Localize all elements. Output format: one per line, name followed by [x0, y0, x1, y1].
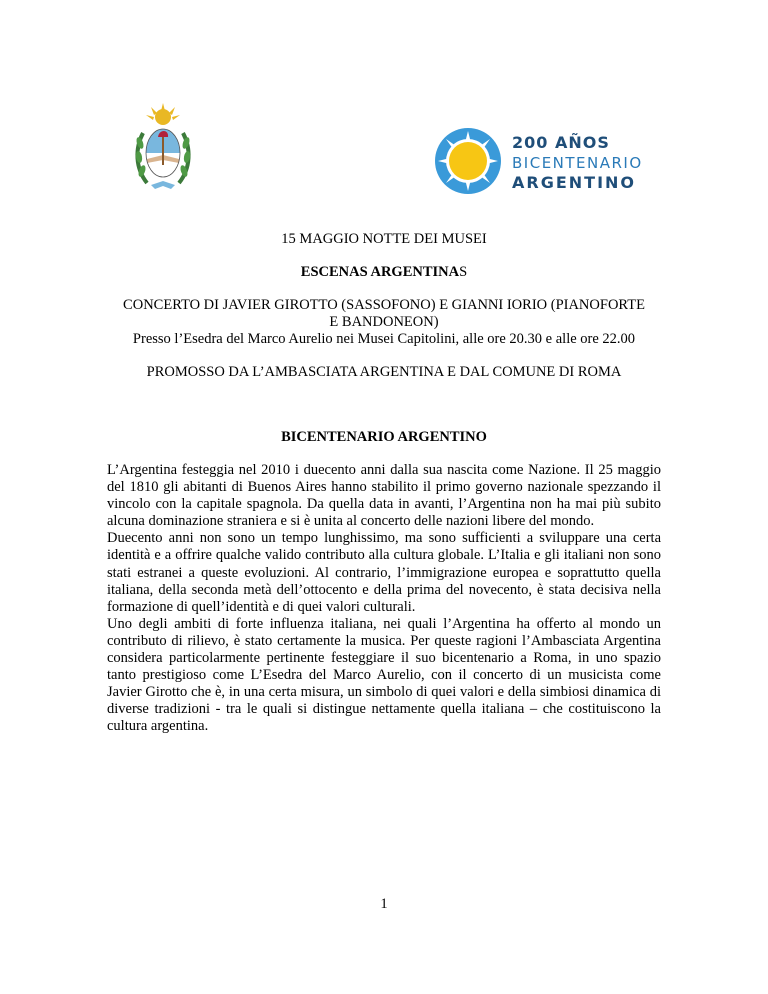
concert-line-2: E BANDONEON) [329, 314, 439, 330]
bicentenario-logo-text [512, 133, 643, 193]
paragraph: Uno degli ambiti di forte influenza italiana, nei quali l’Argentina ha offerto al mondo un contributo di rilievo, è stato certamente la musica. Per queste ragioni l’Ambasciata Argentina considera particolarmente pertinente festeggiare il suo bicentenario a Roma, in uno spazio tanto prestigioso come L’Esedra del Marco Aurelio, con il concerto di un musicista come Javier Girotto che è, in una certa misura, un simbolo di quei valori e della simbiosi dinamica di diverse tradizioni - tra le quali si distingue nettamente quella italiana – che costituiscono la cultura argentina. [107, 615, 661, 735]
bicentenario-logo [432, 125, 662, 197]
logo-line-bicentenario: BICENTENARIO [512, 154, 643, 172]
paragraph: Duecento anni non sono un tempo lunghissimo, ma sono sufficienti a sviluppare una certa identità e a offrire qualche valido contributo alla cultura globale. L’Italia e gli italiani non sono stati estranei a queste evoluzioni. Al contrario, l’immigrazione europea e soprattutto quella italiana, della seconda metà dell’ottocento e della prima del novecento, è stata decisiva nella formazione di quell’identità e di quei valori culturali. [107, 530, 661, 615]
logo-line-argentino: ARGENTINO [512, 173, 637, 192]
argentina-coat-of-arms-icon [133, 103, 193, 197]
venue-line: Presso l’Esedra del Marco Aurelio nei Musei Capitolini, alle ore 20.30 e alle ore 22.00 [132, 331, 636, 347]
logo-line-years: 200 AÑOS [512, 133, 610, 152]
section-heading: BICENTENARIO ARGENTINO [281, 429, 487, 445]
bicentenario-sun-icon [432, 125, 504, 197]
concert-line-1: CONCERTO DI JAVIER GIROTTO (SASSOFONO) E GIANNI IORIO (PIANOFORTE [123, 297, 645, 313]
event-title-bold: ESCENAS ARGENTINA [300, 264, 460, 280]
paragraph: L’Argentina festeggia nel 2010 i duecento anni dalla sua nascita come Nazione. Il 25 maggio del 1810 gli abitanti di Buenos Aires hanno stabilito il primo governo nazionale spezzando il vincolo con la capitale spagnola. Da quella data in avanti, l’Argentina non ha mai più subito alcuna dominazione straniera e si è unita al concerto delle nazioni libere del mondo. [107, 462, 661, 530]
section-body [107, 462, 661, 736]
promoter-line: PROMOSSO DA L’AMBASCIATA ARGENTINA E DAL COMUNE DI ROMA [146, 364, 622, 380]
page-number: 1 [380, 896, 388, 912]
event-title-suffix: S [459, 264, 468, 280]
event-title [100, 264, 668, 281]
event-date-line: 15 MAGGIO NOTTE DEI MUSEI [281, 231, 487, 247]
